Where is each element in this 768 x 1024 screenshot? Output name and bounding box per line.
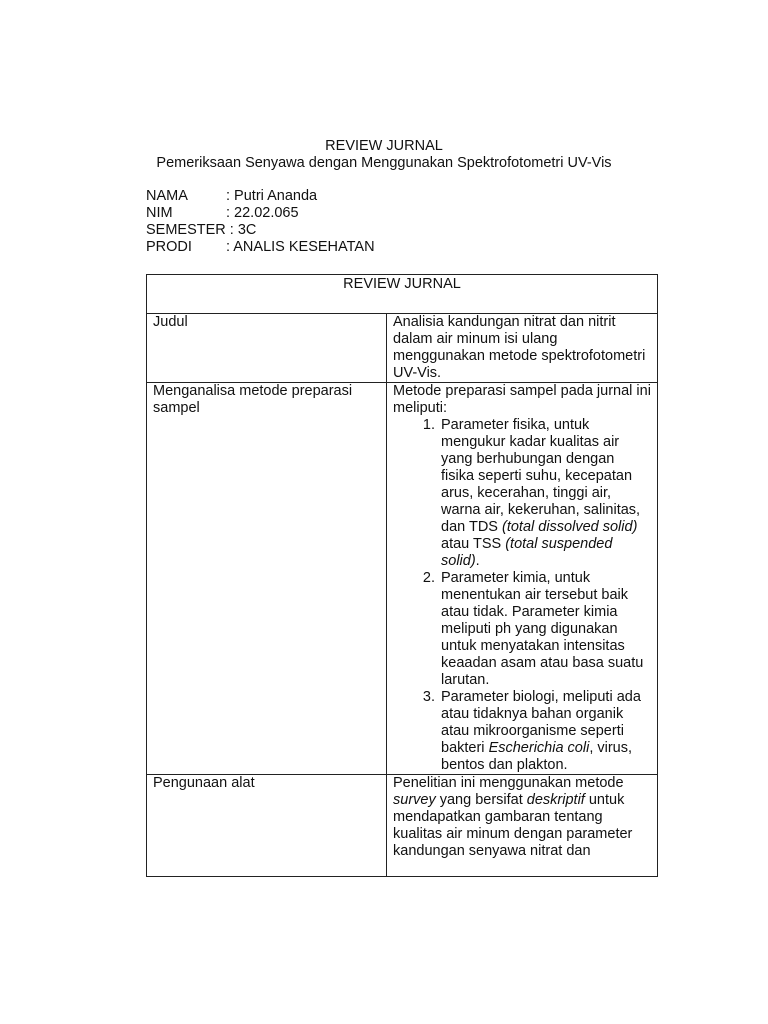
info-value: : ANALIS KESEHATAN: [226, 239, 375, 255]
preparasi-intro: Metode preparasi sampel pada jurnal ini meliputi:: [393, 383, 668, 416]
info-key: SEMESTER: [146, 222, 226, 238]
item-text: Parameter fisika, untuk mengukur kadar kualitas air yang berhubungan dengan fisika seperti suhu, kecepatan arus, kecerahan, tinggi air, warna air, kekeruhan, salinitas, dan TDS: [441, 417, 641, 535]
alat-text: yang bersifat: [435, 792, 527, 808]
row-value: [387, 383, 668, 775]
info-value: : 3C: [229, 222, 257, 238]
item-italic: Escherichia coli: [488, 740, 590, 756]
item-italic: (total suspended solid): [441, 536, 613, 569]
list-item: [439, 417, 651, 570]
table-row: [147, 383, 658, 775]
document-title: REVIEW JURNAL: [325, 138, 443, 154]
alat-italic: survey: [393, 792, 436, 808]
info-value: : Putri Ananda: [226, 188, 318, 204]
item-text: .: [475, 553, 480, 569]
info-row-nama: [146, 188, 375, 205]
row-label: Judul: [147, 314, 387, 383]
info-key: NIM: [146, 205, 173, 221]
row-value: [387, 775, 658, 877]
table-header-row: [147, 275, 658, 314]
item-text: Parameter biologi, meliputi ada atau tidaknya bahan organik atau mikroorganisme seperti bakteri: [441, 689, 641, 756]
alat-text: untuk mendapatkan gambaran tentang kualitas air minum dengan parameter kandungan senyawa nitrat dan: [393, 792, 633, 859]
parameter-list: [393, 417, 651, 774]
info-row-nim: [146, 205, 375, 222]
row-label: Menganalisa metode preparasi sampel: [147, 383, 387, 775]
info-row-semester: [146, 222, 375, 239]
info-key: NAMA: [146, 188, 188, 204]
title-block: [0, 138, 768, 172]
student-info: [146, 188, 375, 256]
document-subtitle: Pemeriksaan Senyawa dengan Menggunakan Spektrofotometri UV-Vis: [156, 155, 612, 171]
alat-text: Penelitian ini menggunakan metode: [393, 775, 624, 791]
table-row: [147, 314, 658, 383]
info-row-prodi: [146, 239, 375, 256]
review-table: [146, 274, 668, 877]
table-heading: REVIEW JURNAL: [147, 275, 658, 314]
alat-italic: deskriptif: [526, 792, 585, 808]
table-row: [147, 775, 658, 877]
row-label: Pengunaan alat: [147, 775, 387, 877]
info-key: PRODI: [146, 239, 192, 255]
item-text: Parameter kimia, untuk menentukan air tersebut baik atau tidak. Parameter kimia meliputi ph yang digunakan untuk menyatakan intensitas keaadan asam atau basa suatu larutan.: [441, 570, 644, 688]
row-value: Analisia kandungan nitrat dan nitrit dalam air minum isi ulang menggunakan metode spektrofotometri UV-Vis.: [387, 314, 658, 383]
item-text: , virus, bentos dan plakton.: [441, 740, 633, 773]
item-italic: (total dissolved solid): [502, 519, 638, 535]
list-item: [439, 570, 651, 689]
list-item: [439, 689, 651, 774]
info-value: : 22.02.065: [226, 205, 299, 221]
item-text: atau TSS: [441, 536, 506, 552]
